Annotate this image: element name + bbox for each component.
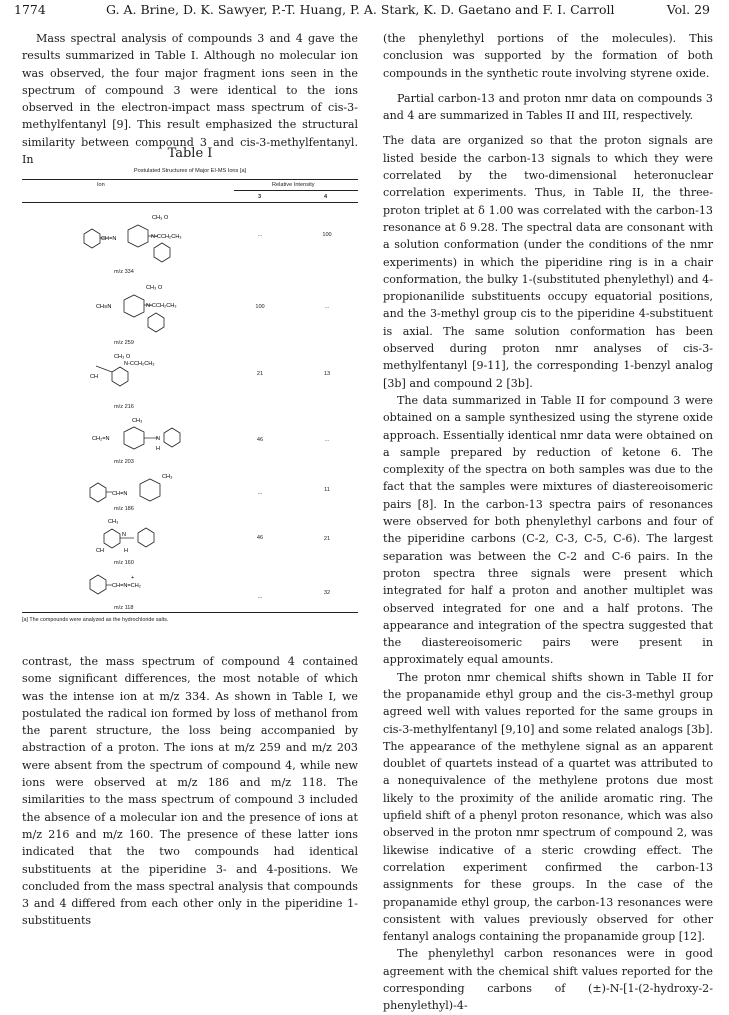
structure-mz216 [84, 348, 214, 400]
struct-label: N-CCH₂CH₃ [124, 361, 155, 367]
struct-label: CH [96, 548, 105, 554]
struct-label: CH=N=CH₂ [112, 583, 141, 589]
row-mz: m/z 334 [114, 269, 134, 275]
paragraph: Mass spectral analysis of compounds 3 and 4 gave the results summarized in Table I. Although no molecular ion was observed, the four major fragment ions seen in the spectrum of compound 3 were identical to the ions observed in the electron-impact mass spectrum of cis-3-methylfentanyl [9]. This result emphasized the structural similarity between compound 3 and cis-3-methylfentanyl. In [22, 32, 358, 167]
table-caption: Postulated Structures of Major EI-MS Ions [a] [133, 168, 247, 174]
row-value-3: 46 [256, 437, 264, 443]
column-header-relative-intensity: Relative Intensity [272, 182, 315, 188]
structure-mz203 [84, 412, 224, 456]
row-value-4: ... [324, 437, 330, 443]
row-value-4: 21 [323, 536, 331, 542]
page-number: 1774 [14, 2, 46, 17]
struct-label: H [156, 446, 161, 452]
struct-label: CH₃ [108, 519, 119, 525]
row-mz: m/z 216 [114, 404, 134, 410]
struct-label: CH₃ O [114, 354, 131, 360]
paragraph: The phenylethyl carbon resonances were in good agreement with the chemical shift values reported for the corresponding carbons of (±)-N-[1-(2-hydroxy-2-phenylethyl)-4- [383, 947, 713, 1013]
struct-label: CH₃ O [146, 285, 163, 291]
structure-mz259 [84, 278, 224, 338]
row-mz: m/z 186 [114, 506, 134, 512]
paragraph: contrast, the mass spectrum of compound 4 contained some significant differences, the most notable of which was the intense ion at m/z 334. As shown in Table I, we postulated the radical ion formed by loss of methanol from the parent structure, the loss being accompanied by abstraction of a proton. The ions at m/z 259 and m/z 203 were absent from the spectrum of compound 4, while new ions were observed at m/z 186 and m/z 118. The similarities to the mass spectrum of compound 3 included the absence of a molecular ion and the presence of ions at m/z 216 and m/z 160. The presence of these latter ions indicated that the two compounds had identical substituents at the piperidine 3- and 4-positions. We concluded from the mass spectral analysis that compounds 3 and 4 differed from each other only in the piperidine 1-substituents [22, 655, 358, 928]
struct-label: CH₃ [162, 474, 173, 480]
table-i [22, 168, 358, 628]
struct-label: CH≡N [96, 304, 112, 310]
row-value-4: 32 [323, 590, 331, 596]
column-header-compound-4: 4 [324, 194, 328, 200]
structure-mz186 [84, 468, 224, 510]
row-value-3: ... [257, 594, 263, 600]
paragraph: Partial carbon-13 and proton nmr data on compounds 3 and 4 are summarized in Tables II and III, respectively. [383, 91, 713, 123]
paragraph: (the phenylethyl portions of the molecules). This conclusion was supported by the formation of both compounds in the synthetic route involving styrene oxide. [383, 32, 713, 80]
struct-label: N [122, 532, 127, 538]
left-column-bottom [22, 653, 358, 930]
table-rule-sub [234, 190, 358, 191]
table-rule-bottom [22, 612, 358, 613]
struct-label: H [124, 548, 129, 554]
structure-mz118 [84, 568, 224, 600]
row-mz: m/z 118 [114, 605, 134, 611]
table-rule-top [22, 179, 358, 180]
paragraph: The data are organized so that the proton signals are listed beside the carbon-13 signals to which they were correlated by the two-dimensional heteronuclear correlation experiments. Thus, in Table II, the three-proton triplet at δ 1.00 was correlated with the carbon-13 resonance at δ 9.28. The spectral data are consonant with a solution conformation (under the conditions of the nmr experiments) in which the piperidine ring is in a chair conformation, the bulky 1-(substituted phenylethyl) and 4-propionanilide substituents occupy equatorial positions, and the 3-methyl group cis to the piperidine 4-substituent is axial. The same solution conformation has been observed during proton nmr analyses of cis-3-methylfentanyl [9-11], the corresponding 1-benzyl analog [3b] and compound 2 [3b]. [383, 134, 713, 390]
paragraph: The proton nmr chemical shifts shown in Table II for the propanamide ethyl group and the cis-3-methyl group agreed well with values reported for the same groups in cis-3-methylfentanyl [9,10] and some related analogs [3b]. The appearance of the methylene signal as an apparent doublet of quartets instead of a quartet was attributed to a nonequivalence of the methylene protons due most likely to the proximity of the anilide aromatic ring. The upfield shift of a phenyl proton resonance, which was also observed in the proton nmr spectrum of compound 2, was likewise indicative of a steric crowding effect. The correlation experiment confirmed the carbon-13 assignments for these groups. In the case of the propanamide ethyl group, the carbon-13 resonances were consistent with values previously observed for other fentanyl analogs containing the propanamide group [12]. [383, 670, 713, 944]
row-value-3: ... [257, 490, 263, 496]
row-value-4: 100 [322, 232, 332, 238]
struct-label: CH₃ O [152, 215, 169, 221]
row-mz: m/z 203 [114, 459, 134, 465]
row-value-4: 13 [323, 371, 331, 377]
row-mz: m/z 160 [114, 560, 134, 566]
right-column [383, 30, 713, 1015]
struct-label: CH [90, 374, 99, 380]
struct-label: + [131, 575, 135, 581]
paragraph: The data summarized in Table II for compound 3 were obtained on a sample synthesized using the styrene oxide approach. Essentially identical nmr data were obtained on a sample prepared by reduction of ketone 6. The complexity of the spectra on both samples was due to the fact that the samples were mixtures of diastereoisomeric pairs [8]. In the carbon-13 spectra pairs of resonances were observed for both phenylethyl carbons and four of the piperidine carbons (C-2, C-3, C-5, C-6). The largest separation was between the C-2 and C-6 pairs. In the proton spectra three signals were present which integrated for half a proton and another multiplet was observed integrated for one and a half protons. The appearance and integration of the spectra suggested that the diastereoisomeric pairs were present in approximately equal amounts. [383, 393, 713, 667]
column-header-ion: Ion [97, 182, 105, 188]
table-rule-header [22, 202, 358, 203]
struct-label: CH₂=N [92, 436, 110, 442]
running-authors: G. A. Brine, D. K. Sawyer, P.-T. Huang, P. A. Stark, K. D. Gaetano and F. I. Carroll [106, 2, 615, 17]
column-header-compound-3: 3 [258, 194, 262, 200]
table-footnote: [a] The compounds were analyzed as the hydrochloride salts. [22, 617, 169, 623]
row-value-4: 11 [324, 487, 330, 493]
structure-mz334 [70, 208, 220, 268]
struct-label: CH=N [112, 491, 128, 497]
struct-label: CH₃ [132, 418, 143, 424]
struct-label: CH=N [101, 236, 117, 242]
structure-mz160 [84, 514, 224, 560]
row-value-3: ... [257, 232, 263, 238]
struct-label: N-CCH₂CH₃ [146, 303, 177, 309]
row-value-3: 100 [255, 304, 265, 310]
struct-label: N-CCH₂CH₃ [151, 234, 182, 240]
running-header [14, 2, 710, 20]
volume-label: Vol. 29 [666, 2, 710, 17]
row-mz: m/z 259 [114, 340, 134, 346]
table-title: Table I [167, 146, 213, 161]
struct-label: N [156, 436, 161, 442]
row-value-3: 46 [256, 535, 264, 541]
row-value-3: 21 [256, 371, 264, 377]
row-value-4: ... [324, 304, 330, 310]
